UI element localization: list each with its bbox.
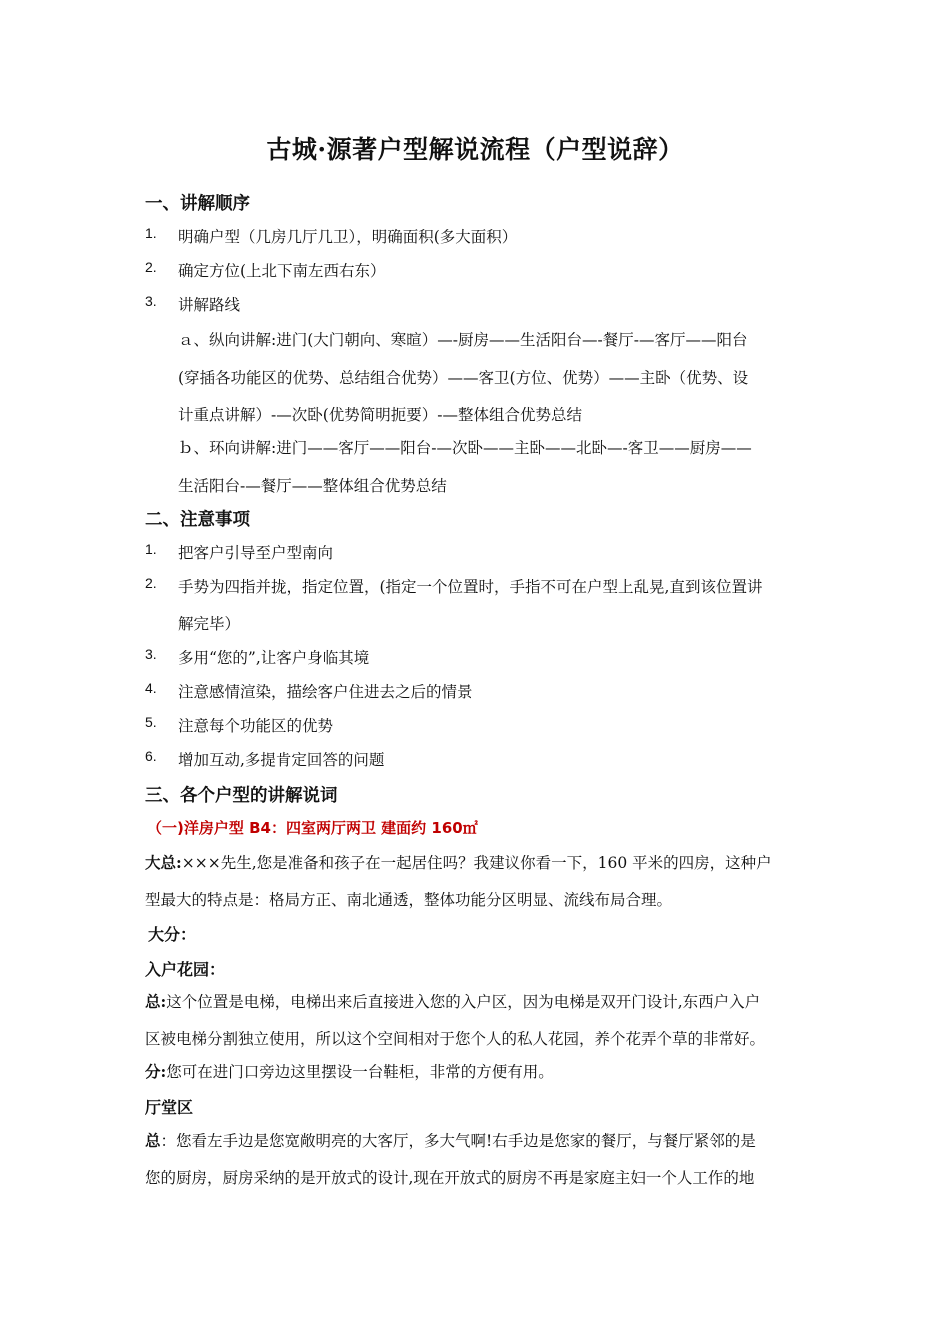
dazong-label: 大总: [145,853,182,872]
list-text: 注意感情渲染，描绘客户住进去之后的情景 [178,683,473,701]
paragraph-line [145,990,760,1012]
list-number: 6. [145,748,157,764]
list-text: 讲解路线 [178,296,241,314]
section-1-heading: 一、讲解顺序 [145,194,250,214]
list-number: 5. [145,714,157,730]
list-number: 2. [145,259,157,275]
list-number: 4. [145,680,157,696]
list-text: 确定方位(上北下南左西右东） [178,262,386,280]
garden-title: 入户花园： [145,960,226,979]
list-number: 3. [145,646,157,662]
garden-fen-text: 您可在进门口旁边这里摆设一台鞋柜，非常的方便有用。 [166,1063,554,1081]
list-text: 明确户型（几房几厅几卫），明确面积(多大面积） [178,228,518,246]
section-2-heading: 二、注意事项 [145,510,250,530]
dafen-label: 大分： [148,925,197,944]
route-a-line: (穿插各功能区的优势、总结组合优势）——客卫(方位、优势）——主卧（优势、设 [178,369,749,387]
route-b-line: 生活阳台-—餐厅——整体组合优势总结 [178,477,447,495]
section-3-heading: 三、各个户型的讲解说词 [145,786,338,806]
garden-zong-text: 这个位置是电梯，电梯出来后直接进入您的入户区，因为电梯是双开门设计,东西户入户 [166,993,761,1011]
list-text: 注意每个功能区的优势 [178,717,334,735]
garden-fen-label: 分: [145,1062,167,1081]
route-a-line: 计重点讲解）-—次卧(优势简明扼要）-—整体组合优势总结 [178,406,583,424]
list-number: 2. [145,575,157,591]
hall-title: 厅堂区 [145,1098,194,1117]
list-text: 把客户引导至户型南向 [178,544,334,562]
hall-zong-text: ：您看左手边是您宽敞明亮的大客厅，多大气啊!右手边是您家的餐厅，与餐厅紧邻的是 [160,1132,756,1150]
paragraph-line [145,1060,554,1082]
garden-zong-label: 总: [145,992,167,1011]
unit-type-subheading: （一)洋房户型 B4：四室两厅两卫 建面约 160㎡ [147,819,478,837]
route-b-line: ｂ、环向讲解:进门——客厅——阳台-—次卧——主卧——北卧—-客卫——厨房—— [178,439,752,457]
list-text: 手势为四指并拢，指定位置，(指定一个位置时，手指不可在户型上乱晃,直到该位置讲 [178,578,763,596]
dazong-text: ×××先生,您是准备和孩子在一起居住吗？我建议你看一下，160 平米的四房，这种户 [181,854,772,872]
paragraph-line [145,1129,756,1151]
list-number: 3. [145,293,157,309]
paragraph-line [145,851,772,873]
route-a-line: ａ、纵向讲解:进门(大门朝向、寒暄）—-厨房——生活阳台—-餐厅-—客厅——阳台 [178,331,748,349]
list-text: 增加互动,多提肯定回答的问题 [178,751,385,769]
hall-zong-label: 总 [145,1131,161,1150]
list-text-continued: 解完毕） [178,615,241,633]
paragraph-line: 区被电梯分割独立使用，所以这个空间相对于您个人的私人花园，养个花弄个草的非常好。 [145,1030,766,1048]
paragraph-line: 型最大的特点是：格局方正、南北通透，整体功能分区明显、流线布局合理。 [145,891,673,909]
list-number: 1. [145,541,157,557]
paragraph-line: 您的厨房，厨房采纳的是开放式的设计,现在开放式的厨房不再是家庭主妇一个人工作的地 [145,1169,755,1187]
document-title: 古城·源著户型解说流程（户型说辞） [266,135,684,164]
list-number: 1. [145,225,157,241]
list-text: 多用“您的”,让客户身临其境 [178,649,370,667]
